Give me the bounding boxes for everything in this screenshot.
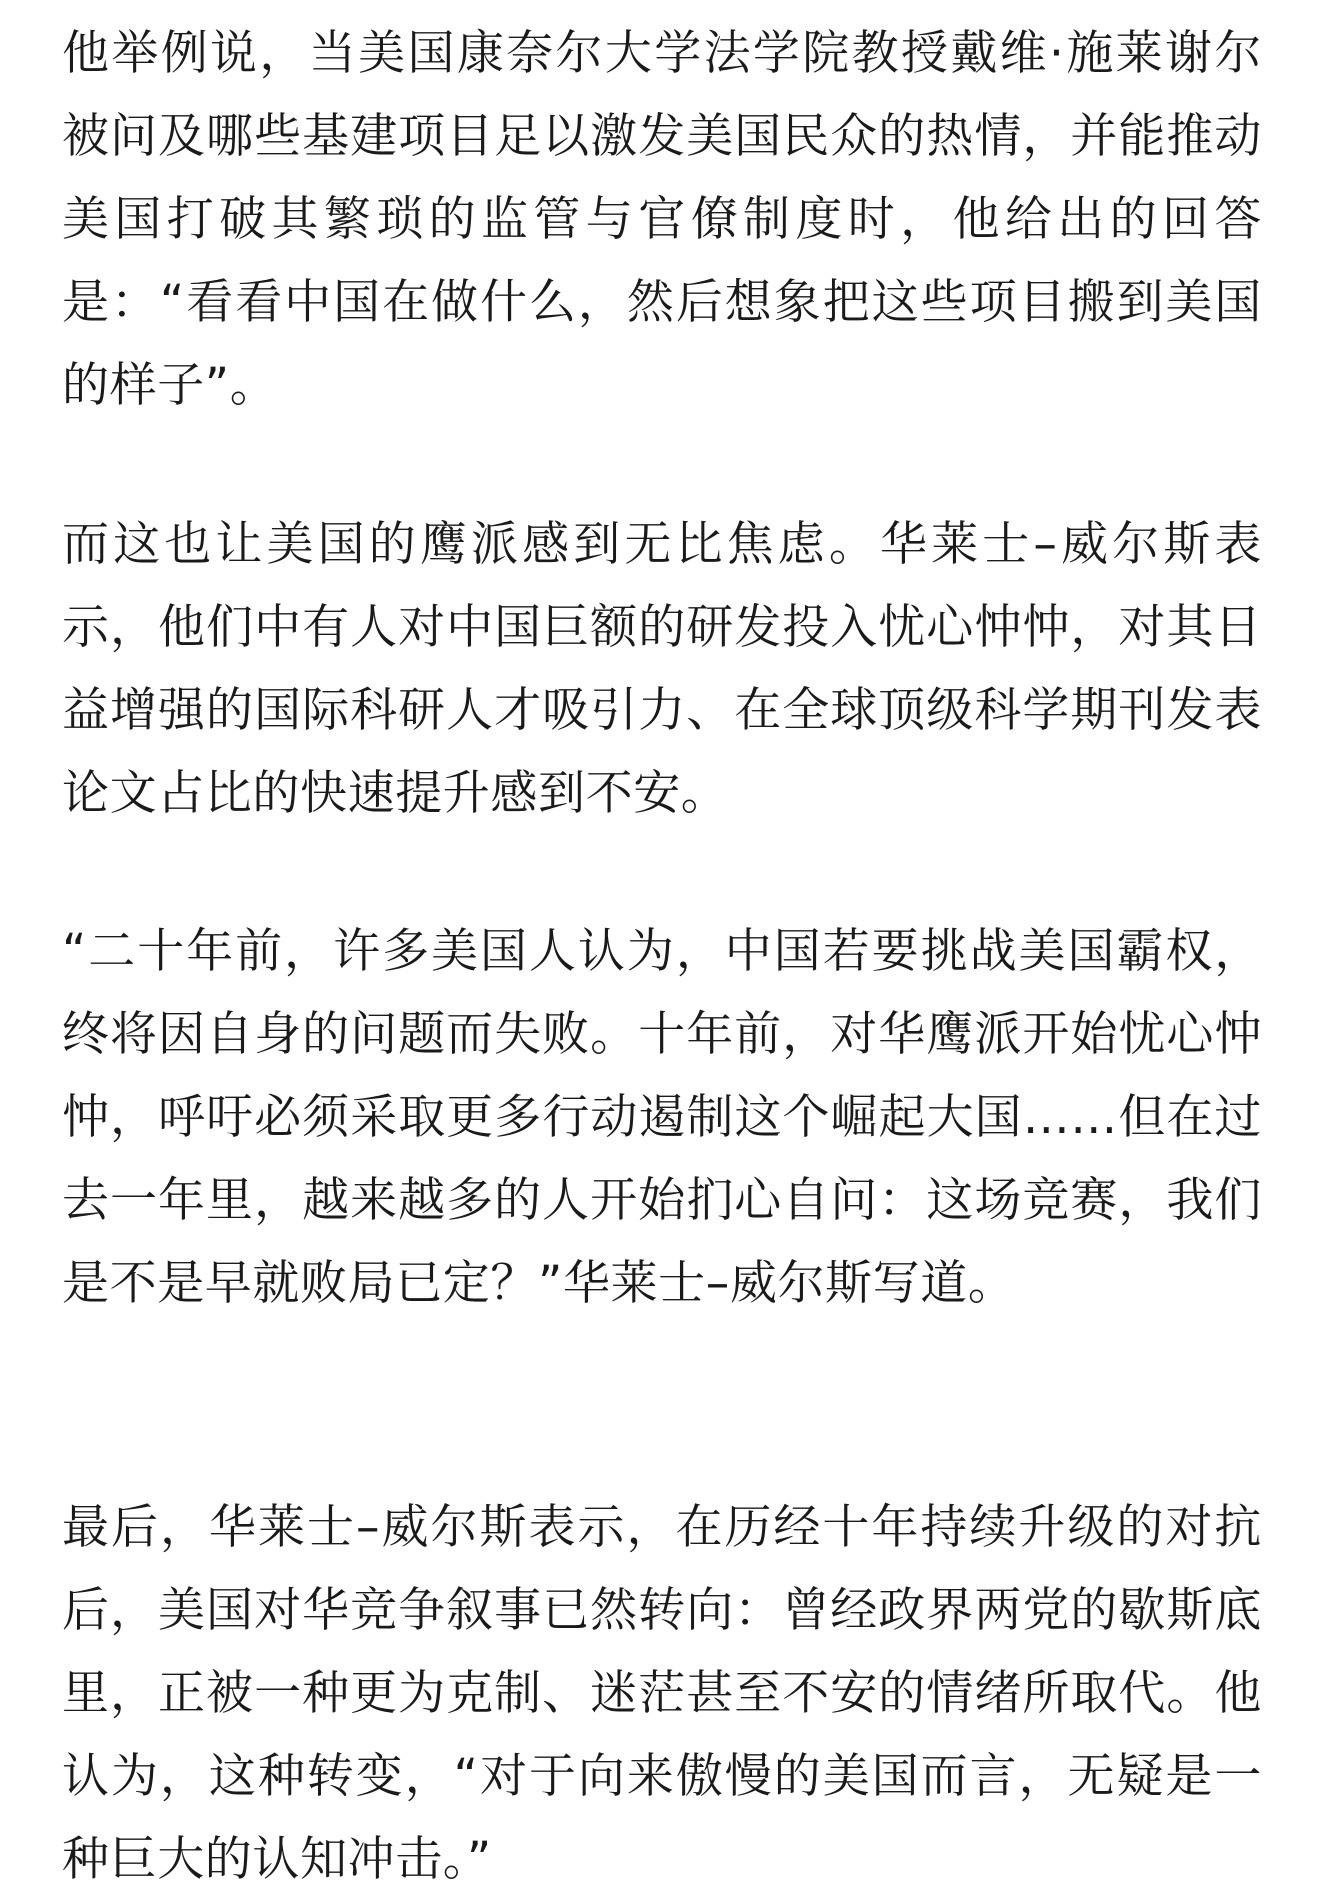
paragraph-4: 最后，华莱士–威尔斯表示，在历经十年持续升级的对抗后，美国对华竞争叙事已然转向：曾经政界两党的歇斯底里，正被一种更为克制、迷茫甚至不安的情绪所取代。他认为，这种转变，“对于向来傲慢的美国而言，无疑是一种巨大的认知冲击。” xyxy=(62,1500,1262,1887)
paragraph-2: 而这也让美国的鹰派感到无比焦虑。华莱士–威尔斯表示，他们中有人对中国巨额的研发投入忧心忡忡，对其日益增强的国际科研人才吸引力、在全球顶级科学期刊发表论文占比的快速提升感到不安。 xyxy=(62,517,1262,821)
paragraph-3: “二十年前，许多美国人认为，中国若要挑战美国霸权，终将因自身的问题而失败。十年前，对华鹰派开始忧心忡忡，呼吁必须采取更多行动遏制这个崛起大国……但在过去一年里，越来越多的人开始扪心自问：这场竞赛，我们是不是早就败局已定？”华莱士–威尔斯写道。 xyxy=(62,924,1262,1311)
paragraph-1: 他举例说，当美国康奈尔大学法学院教授戴维·施莱谢尔被问及哪些基建项目足以激发美国民众的热情，并能推动美国打破其繁琐的监管与官僚制度时，他给出的回答是：“看看中国在做什么，然后想象把这些项目搬到美国的样子”。 xyxy=(62,26,1262,413)
